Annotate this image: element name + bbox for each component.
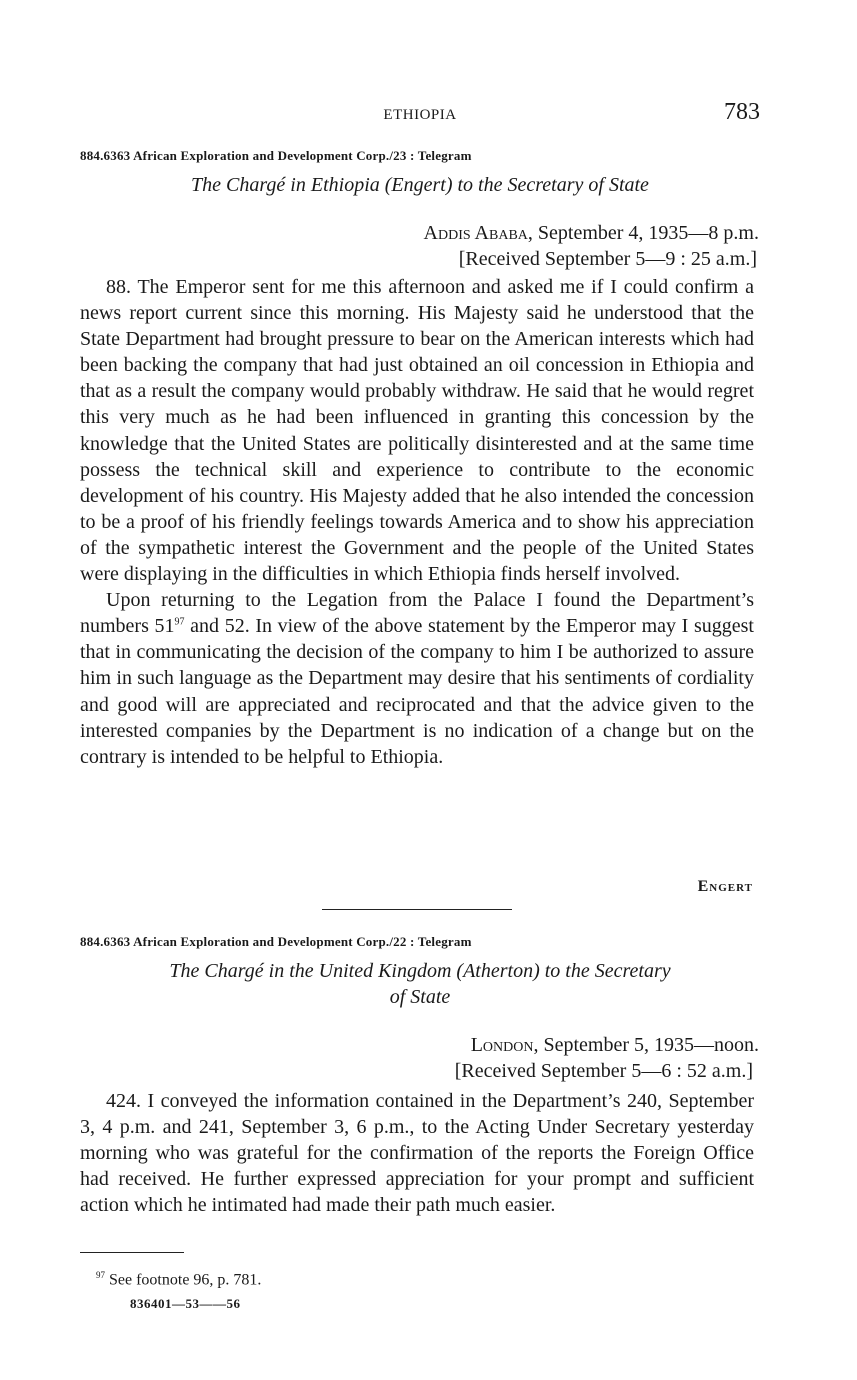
footnote [96,1270,261,1289]
doc1-dateline-place: Addis Ababa [423,222,528,244]
running-head [80,99,760,133]
doc1-dateline-date: , September 4, 1935—8 p.m. [527,222,759,244]
doc1-paragraph-2-start: Upon returning to the Legation from the Palace I found the Department’s numbers 51 [80,589,754,638]
footnote-rule [80,1252,184,1253]
doc1-dateline [424,220,759,246]
doc1-body [80,274,754,770]
footnote-text: See footnote 96, p. 781. [109,1271,262,1289]
section-divider [322,909,512,910]
footnote-reference: 97 [174,616,185,628]
print-code: 836401—53——56 [130,1296,241,1311]
doc1-paragraph-1: 88. The Emperor sent for me this afternoon and asked me if I could confirm a news report current since this morning. His Majesty said he understood that the State Department had brought pressure to bear on the American interests which had been backing the company that had just obtained an oil concession in Ethiopia and that as a result the company would probably withdraw. He said that he would regret this very much as he had been influenced in granting this concession by the knowledge that the United States are politically disinterested and at the same time possess the technical skill and experience to contribute to the economic development of his country. His Majesty added that he also intended the concession to be a proof of his friendly feelings towards America and to show his appreciation of the sympathetic interest the Government and the people of the United States were displaying in the difficulties in which Ethiopia finds herself involved. [80,276,754,586]
doc2-dateline [471,1032,759,1058]
doc2-dateline-place: London [470,1034,534,1056]
doc2-heading-line-2: of State [389,986,451,1008]
footnote-marker: 97 [96,1270,105,1280]
doc2-file-id: 884.6363 African Exploration and Development Corp./22 : Telegram [80,934,472,949]
doc1-paragraph-2 [80,587,754,770]
doc2-heading [80,958,760,1010]
doc1-paragraph-2-end: and 52. In view of the above statement by the Emperor may I suggest that in communicating the decision of the company to him I be authorized to assure him in such language as the Department may desire that his sentiments of cordiality and good will are appreciated and reciprocated and that the advice given to the interested companies by the Department is no indication of a change but on the contrary is intended to be helpful to Ethiopia. [80,615,754,768]
doc1-file-id: 884.6363 African Exploration and Development Corp./23 : Telegram [80,148,472,163]
doc2-body [80,1088,754,1218]
running-title: ETHIOPIA [383,107,457,123]
doc2-paragraph-1: 424. I conveyed the information contained in the Department’s 240, September 3, 4 p.m. and 241, September 3, 6 p.m., to the Acting Under Secretary yesterday morning who was grateful for the confirmation of the reports the Foreign Office had received. He further expressed appreciation for your prompt and sufficient action which he intimated had made their path much easier. [80,1090,754,1217]
doc2-dateline-date: , September 5, 1935—noon. [533,1034,759,1056]
page-number: 783 [724,99,760,125]
doc1-signature: Engert [697,878,753,895]
doc1-heading: The Chargé in Ethiopia (Engert) to the Secretary of State [191,174,649,196]
doc1-received: [Received September 5—9 : 25 a.m.] [458,248,757,270]
doc2-heading-line-1: The Chargé in the United Kingdom (Atherton) to the Secretary [169,960,671,982]
doc2-received: [Received September 5—6 : 52 a.m.] [454,1060,753,1082]
